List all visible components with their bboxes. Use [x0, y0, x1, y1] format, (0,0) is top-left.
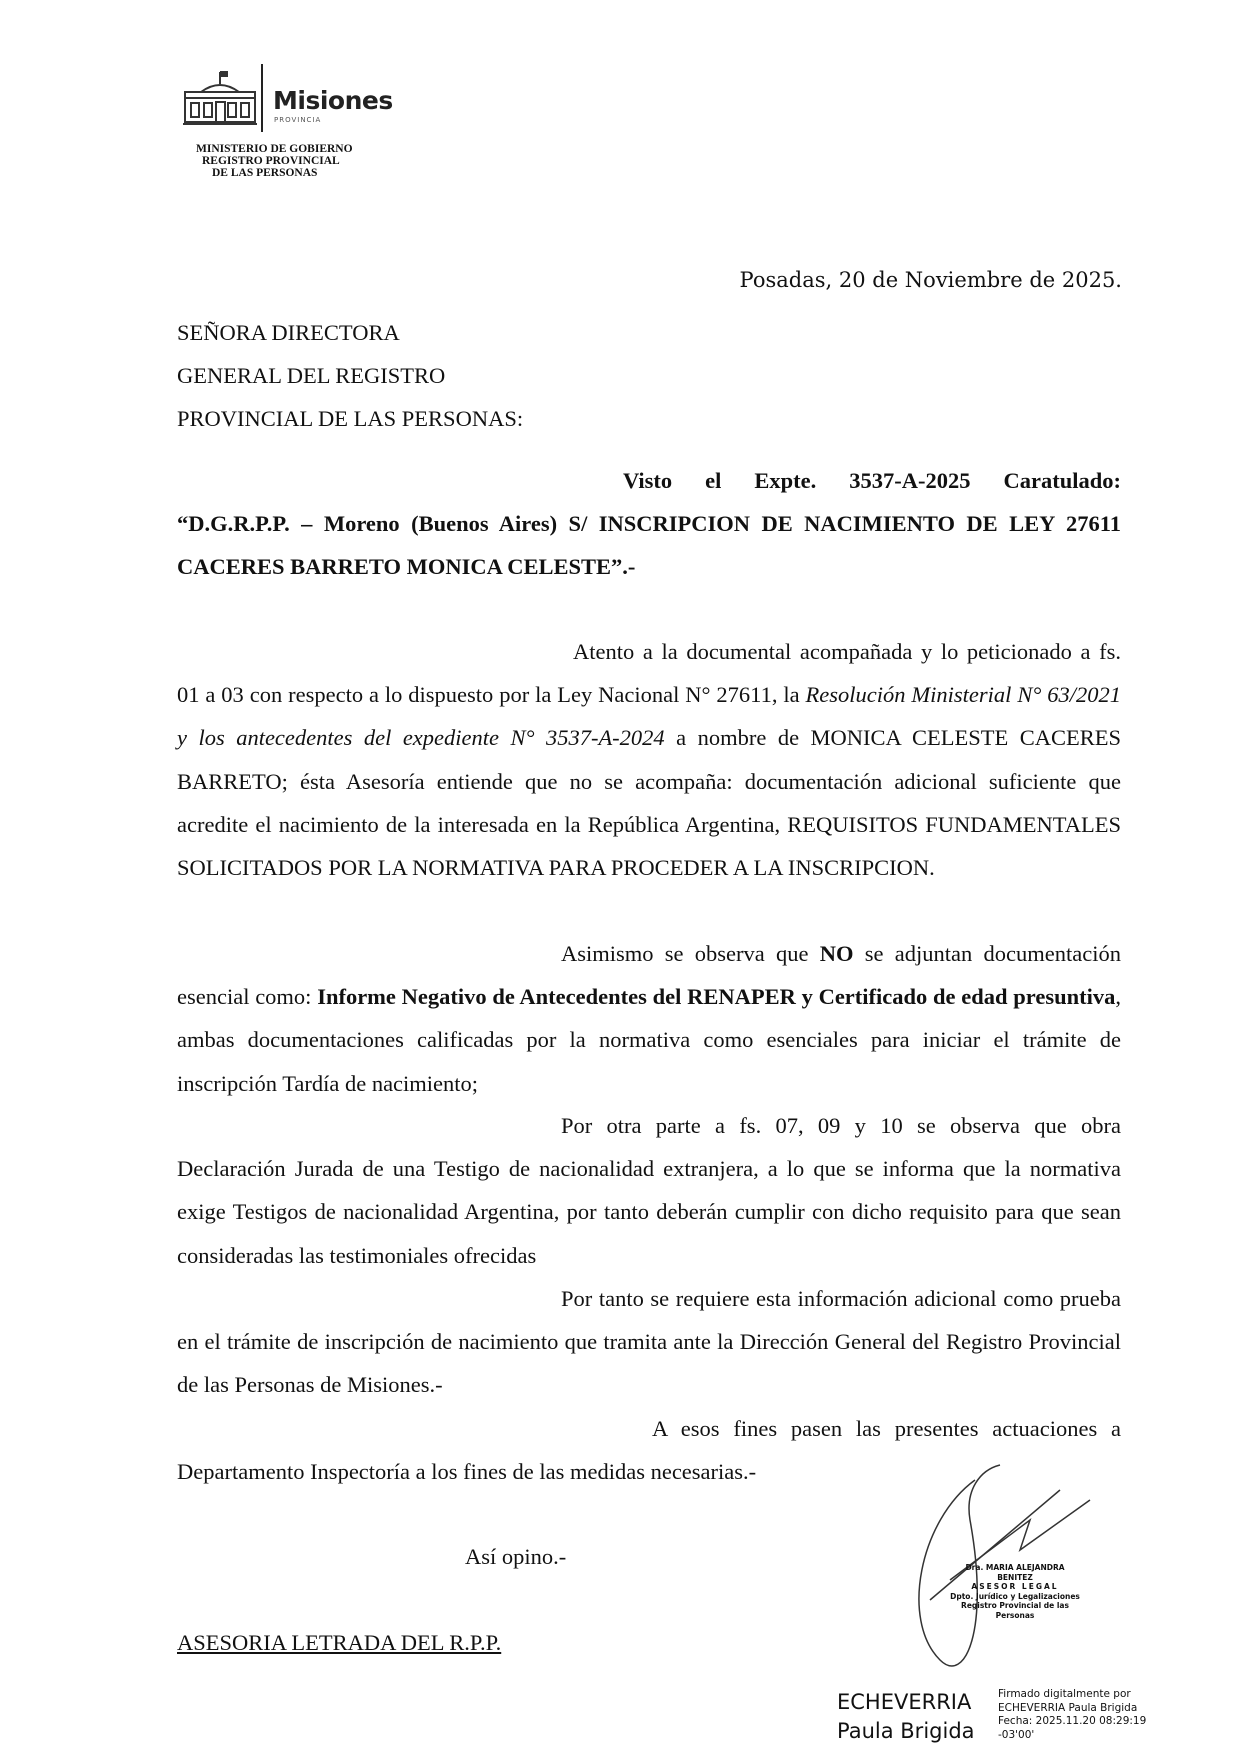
document-date: Posadas, 20 de Noviembre de 2025. [739, 268, 1122, 292]
logo-name: Misiones [273, 86, 393, 115]
signature-meta-line: -03'00' [998, 1728, 1035, 1741]
digital-signature-info [998, 1688, 1146, 1742]
text: Asimismo se observa que [561, 941, 820, 966]
signature-meta-line: Fecha: 2025.11.20 08:29:19 [998, 1715, 1147, 1727]
closing: Así opino.- [465, 1544, 567, 1569]
resolution-reference: Resolución Ministerial N° 63/2021 y los antecedentes del expediente N° 3537-A-2024 [177, 682, 1121, 751]
paragraph-documentation [177, 630, 1121, 889]
ministry-line: DE LAS PERSONAS [212, 167, 318, 179]
government-building-icon [183, 70, 257, 126]
text: , ambas documentaciones calificadas por la normativa como esenciales para iniciar el trámite de inscripción Tardía de nacimiento; [177, 984, 1121, 1096]
province-logo [183, 62, 403, 132]
digital-signer-name [837, 1688, 975, 1746]
stamp-line: ASESOR LEGAL [971, 1582, 1059, 1591]
paragraph-missing-documents [177, 932, 1121, 1105]
addressee-line: SEÑORA DIRECTORA [177, 320, 400, 345]
paragraph-witnesses: Por otra parte a fs. 07, 09 y 10 se observa que obra Declaración Jurada de una Testigo de nacionalidad extranjera, a lo que se informa que la normativa exige Testigos de nacionalidad Argentina, por tanto deberán cumplir con dicho requisito para que sean consideradas las testimoniales ofrecidas [177, 1113, 1121, 1268]
paragraph-requirement: Por tanto se requiere esta información adicional como prueba en el trámite de inscripción de nacimiento que tramita ante la Dirección General del Registro Provincial de las Personas de Misiones.- [177, 1286, 1121, 1398]
emphasis: NO [819, 941, 854, 966]
office-name: ASESORIA LETRADA DEL R.P.P. [177, 1630, 502, 1655]
addressee [177, 311, 1121, 441]
signer-surname: ECHEVERRIA [837, 1690, 972, 1714]
signature-meta-line: ECHEVERRIA Paula Brigida [998, 1701, 1138, 1714]
ministry-header [196, 143, 353, 179]
ministry-line: MINISTERIO DE GOBIERNO [196, 143, 353, 155]
legal-advisor-stamp [950, 1563, 1080, 1620]
signature-meta-line: Firmado digitalmente por [998, 1688, 1131, 1700]
text: se adjuntan documentación esencial como: [177, 941, 1121, 1010]
text: Atento a la documental acompañada y lo peticionado a fs. 01 a 03 con respecto a lo dispuesto por la Ley Nacional N° 27611, la [177, 639, 1121, 708]
signer-given-name: Paula Brigida [837, 1719, 975, 1743]
logo-divider [261, 64, 263, 132]
stamp-line: Dra. MARIA ALEJANDRA BENITEZ [965, 1563, 1065, 1582]
text: a nombre de MONICA CELESTE CACERES BARRETO; ésta Asesoría entiende que no se acompaña: documentación adicional suficiente que acredite el nacimiento de la interesada en la República Argentina, REQUISITOS FUNDAMENTALES SOLICITADOS POR LA NORMATIVA PARA PROCEDER A LA INSCRIPCION. [177, 725, 1122, 881]
required-documents: Informe Negativo de Antecedentes del RENAPER y Certificado de edad presuntiva [317, 984, 1116, 1010]
logo-subtitle: PROVINCIA [274, 116, 322, 124]
ministry-line: REGISTRO PROVINCIAL [202, 155, 340, 167]
subject: Visto el Expte. 3537-A-2025 Caratulado: “D.G.R.P.P. – Moreno (Buenos Aires) S/ INSCRIPCION DE NACIMIENTO DE LEY 27611 CACERES BARRETO MONICA CELESTE”.- [177, 468, 1121, 580]
stamp-line: Registro Provincial de las Personas [961, 1601, 1069, 1620]
paragraph-referral: A esos fines pasen las presentes actuaciones a Departamento Inspectoría a los fines de las medidas necesarias.- [177, 1416, 1121, 1485]
addressee-line: GENERAL DEL REGISTRO [177, 363, 446, 389]
stamp-line: Dpto. Jurídico y Legalizaciones [950, 1591, 1080, 1601]
addressee-line: PROVINCIAL DE LAS PERSONAS: [177, 406, 524, 432]
